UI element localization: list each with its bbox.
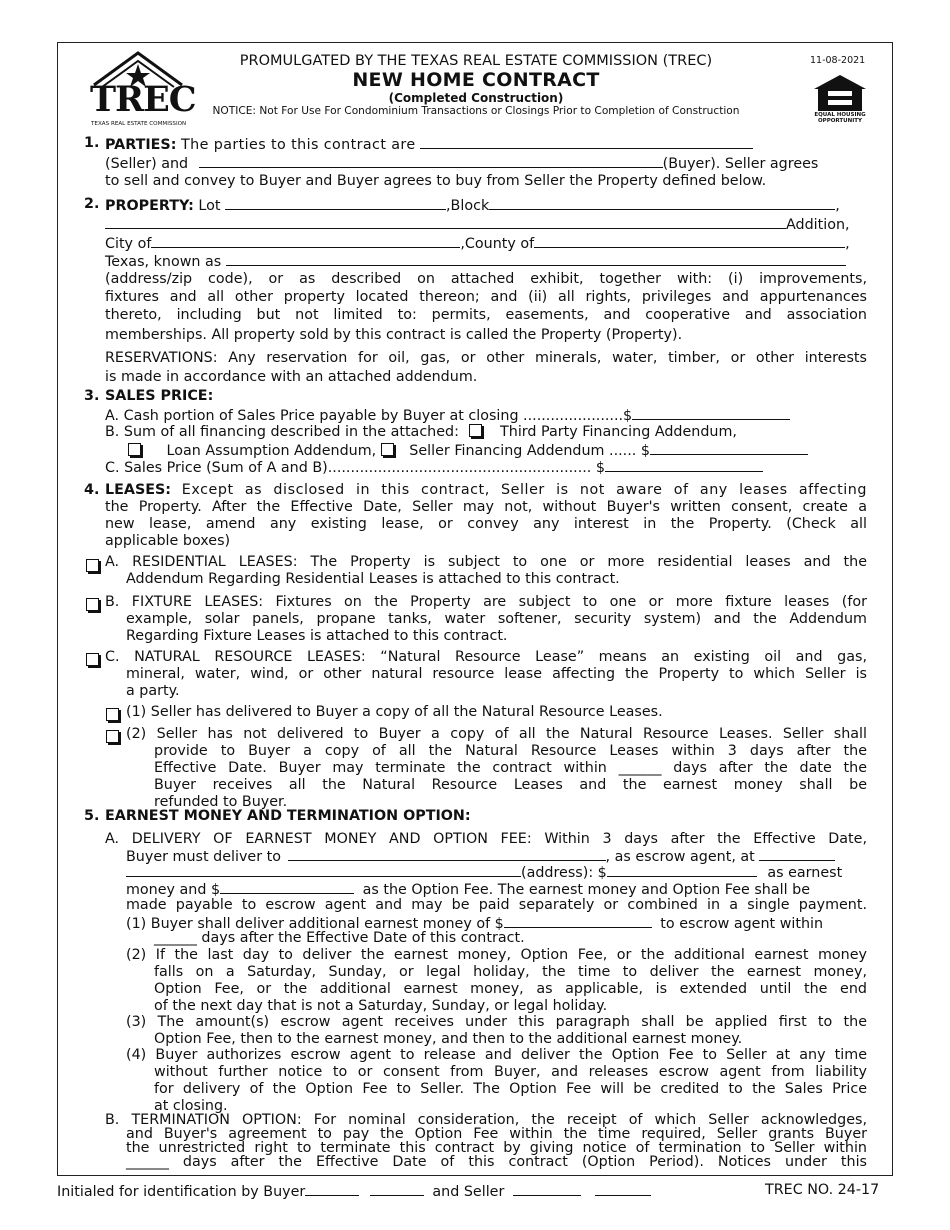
nr-delivered-checkbox[interactable] bbox=[106, 705, 122, 724]
seller-financing-label: Seller Financing Addendum ...... $ bbox=[409, 443, 650, 459]
buyer-initial-field-2[interactable] bbox=[370, 1182, 424, 1196]
nr-not-delivered-l1: (2) Seller has not delivered to Buyer a copy of all the Natural Resource Leases. Seller shall bbox=[126, 726, 867, 742]
s4-number: 4. bbox=[84, 482, 100, 498]
nr-not-delivered-l5: refunded to Buyer. bbox=[154, 794, 288, 810]
sales-price-total-field[interactable] bbox=[605, 458, 763, 472]
natural-resource-l2: mineral, water, wind, or other natural resource lease affecting the Property to which Seller is bbox=[126, 666, 867, 682]
lot-label: Lot bbox=[198, 198, 221, 214]
escrow-within-label: to escrow agent within bbox=[660, 916, 824, 932]
sales-c bbox=[105, 458, 763, 477]
third-party-financing-label: Third Party Financing Addendum, bbox=[500, 424, 737, 440]
eho-line2: OPPORTUNITY bbox=[817, 118, 862, 124]
residential-leases-l2: Addendum Regarding Residential Leases is attached to this contract. bbox=[126, 571, 620, 587]
authorize-l3: for delivery of the Option Fee to Seller. The Option Fee will be credited to the Sales Price bbox=[154, 1081, 867, 1097]
leases-heading: LEASES: bbox=[105, 482, 172, 498]
county-label: ,County of bbox=[460, 236, 535, 252]
nr-not-delivered-l3: Effective Date. Buyer may terminate the contract within ______ days after the date the bbox=[154, 760, 867, 776]
authorize-l4: at closing. bbox=[154, 1098, 228, 1114]
buyer-name-field[interactable] bbox=[199, 154, 663, 168]
termination-l4: ______ days after the Effective Date of this contract (Option Period). Notices under this bbox=[126, 1154, 867, 1170]
sales-price-heading: SALES PRICE: bbox=[105, 388, 214, 404]
trec-logo bbox=[88, 49, 196, 131]
leases-l4: applicable boxes) bbox=[105, 533, 231, 549]
residential-leases-l1: A. RESIDENTIAL LEASES: The Property is subject to one or more residential leases and the bbox=[105, 554, 867, 570]
authorize-l1: (4) Buyer authorizes escrow agent to release and deliver the Option Fee to Seller at any time bbox=[126, 1047, 867, 1063]
addition-field[interactable] bbox=[105, 215, 786, 229]
amounts-l2: Option Fee, then to the earnest money, and then to the additional earnest money. bbox=[154, 1031, 743, 1047]
additional-earnest-label: (1) Buyer shall deliver additional earnest money of $ bbox=[126, 916, 504, 932]
property-p4: memberships. All property sold by this contract is called the Property (Property). bbox=[105, 327, 683, 343]
equal-housing-icon bbox=[810, 73, 870, 113]
and-seller-label: and Seller bbox=[432, 1184, 505, 1200]
block-field[interactable] bbox=[489, 196, 835, 210]
third-party-financing-checkbox[interactable] bbox=[469, 424, 482, 437]
nr-not-delivered-checkbox[interactable] bbox=[106, 727, 122, 746]
seller-financing-checkbox[interactable] bbox=[381, 443, 394, 456]
city-label: City of bbox=[105, 236, 152, 252]
texas-known-label: Texas, known as bbox=[105, 254, 222, 270]
delivery-l5: made payable to escrow agent and may be paid separately or combined in a single payment. bbox=[126, 897, 867, 913]
fixture-leases-l3: Regarding Fixture Leases is attached to this contract. bbox=[126, 628, 508, 644]
buyer-deliver-label: Buyer must deliver to bbox=[126, 849, 281, 865]
sales-price-total-label: C. Sales Price (Sum of A and B).......................................................... $ bbox=[105, 460, 605, 476]
footer-initials bbox=[57, 1182, 651, 1200]
escrow-agent-field[interactable] bbox=[288, 847, 606, 861]
property-line1 bbox=[105, 196, 840, 215]
parties-line1 bbox=[105, 135, 753, 154]
city-field[interactable] bbox=[151, 234, 460, 248]
s1-number: 1. bbox=[84, 135, 100, 151]
earnest-label: as earnest bbox=[767, 865, 843, 881]
nr-not-delivered-l2: provide to Buyer a copy of all the Natural Resource Leases within 3 days after the bbox=[154, 743, 867, 759]
seller-label: (Seller) and bbox=[105, 156, 189, 172]
property-line3 bbox=[105, 234, 850, 253]
eho-line1: EQUAL HOUSING bbox=[814, 112, 866, 118]
equal-housing-logo bbox=[810, 73, 870, 129]
property-line4 bbox=[105, 252, 846, 271]
residential-leases-checkbox[interactable] bbox=[86, 556, 102, 575]
property-heading: PROPERTY: bbox=[105, 198, 194, 214]
parties-heading: PARTIES: bbox=[105, 137, 177, 153]
loan-assumption-label: Loan Assumption Addendum, bbox=[166, 443, 377, 459]
property-p2: fixtures and all other property located thereon; and (ii) all rights, privileges and appurtenances bbox=[105, 289, 867, 305]
holiday-l4: of the next day that is not a Saturday, Sunday, or legal holiday. bbox=[154, 998, 608, 1014]
sales-b1 bbox=[105, 424, 737, 441]
seller-initial-field-1[interactable] bbox=[513, 1182, 581, 1196]
logo-text: TREC bbox=[90, 79, 196, 120]
parties-line3: to sell and convey to Buyer and Buyer agrees to buy from Seller the Property defined below. bbox=[105, 173, 767, 189]
initialed-by-buyer-label: Initialed for identification by Buyer bbox=[57, 1184, 306, 1200]
option-fee-field[interactable] bbox=[220, 880, 354, 894]
additional-earnest-l2: ______ days after the Effective Date of this contract. bbox=[154, 930, 525, 946]
money-and-label: money and $ bbox=[126, 882, 221, 898]
parties-text: The parties to this contract are bbox=[181, 137, 416, 153]
trec-form-number: TREC NO. 24-17 bbox=[765, 1182, 880, 1198]
comma: , bbox=[845, 236, 850, 252]
financing-amount-field[interactable] bbox=[650, 441, 808, 455]
fixture-leases-checkbox[interactable] bbox=[86, 595, 102, 614]
holiday-l3: Option Fee, or the additional earnest money, as applicable, is extended until the end bbox=[154, 981, 867, 997]
sales-a bbox=[105, 406, 790, 425]
seller-initial-field-2[interactable] bbox=[595, 1182, 651, 1196]
loan-assumption-checkbox[interactable] bbox=[128, 443, 141, 456]
cash-portion-label: A. Cash portion of Sales Price payable by Buyer at closing ......................$ bbox=[105, 408, 633, 424]
addition-label: Addition, bbox=[786, 217, 850, 233]
natural-resource-l3: a party. bbox=[126, 683, 180, 699]
county-field[interactable] bbox=[534, 234, 845, 248]
form-date: 11-08-2021 bbox=[810, 55, 866, 66]
parties-line2 bbox=[105, 154, 867, 173]
leases-l2: the Property. After the Effective Date, Seller may not, without Buyer's written consent, create a bbox=[105, 499, 867, 515]
s3-number: 3. bbox=[84, 388, 100, 404]
buyer-label: (Buyer). Seller agrees bbox=[662, 156, 819, 172]
property-p1: (address/zip code), or as described on attached exhibit, together with: (i) improvements, bbox=[105, 271, 867, 287]
financing-label: B. Sum of all financing described in the attached: bbox=[105, 424, 459, 440]
lot-field[interactable] bbox=[225, 196, 446, 210]
earnest-money-heading: EARNEST MONEY AND TERMINATION OPTION: bbox=[105, 808, 471, 824]
fixture-leases-l2: example, solar panels, propane tanks, water softener, security system) and the Addendum bbox=[126, 611, 867, 627]
nr-not-delivered-l4: Buyer receives all the Natural Resource Leases and the earnest money shall be bbox=[154, 777, 867, 793]
leases-l1 bbox=[105, 482, 867, 499]
property-p3: thereto, including but not limited to: permits, easements, and cooperative and association bbox=[105, 307, 867, 323]
cash-portion-field[interactable] bbox=[632, 406, 790, 420]
comma: , bbox=[835, 198, 840, 214]
holiday-l2: falls on a Saturday, Sunday, or legal holiday, the time to deliver the earnest money, bbox=[154, 964, 867, 980]
escrow-agent-label: , as escrow agent, at bbox=[605, 849, 755, 865]
reservations-l2: is made in accordance with an attached addendum. bbox=[105, 369, 478, 385]
escrow-address-field-2[interactable] bbox=[126, 863, 521, 877]
authorize-l2: without further notice to or consent from Buyer, and releases escrow agent from liability bbox=[154, 1064, 867, 1080]
address-amount-label: (address): $ bbox=[521, 865, 607, 881]
reservations-l1: RESERVATIONS: Any reservation for oil, gas, or other minerals, water, timber, or other interests bbox=[105, 350, 867, 366]
fixture-leases-l1: B. FIXTURE LEASES: Fixtures on the Property are subject to one or more fixture leases (for bbox=[105, 594, 867, 610]
delivery-l1: A. DELIVERY OF EARNEST MONEY AND OPTION FEE: Within 3 days after the Effective Date, bbox=[105, 831, 867, 847]
notice-line: NOTICE: Not For Use For Condominium Transactions or Closings Prior to Completion of Construction bbox=[212, 105, 740, 117]
document-title: NEW HOME CONTRACT bbox=[352, 69, 600, 91]
leases-l3: new lease, amend any existing lease, or convey any interest in the Property. (Check all bbox=[105, 516, 867, 532]
additional-earnest-field[interactable] bbox=[504, 914, 652, 928]
escrow-address-field-1[interactable] bbox=[759, 847, 835, 861]
logo-subtext: TEXAS REAL ESTATE COMMISSION bbox=[91, 121, 187, 127]
buyer-initial-field-1[interactable] bbox=[305, 1182, 359, 1196]
promulgated-line: PROMULGATED BY THE TEXAS REAL ESTATE COMMISSION (TREC) bbox=[239, 53, 713, 69]
amounts-l1: (3) The amount(s) escrow agent receives under this paragraph shall be applied first to the bbox=[126, 1014, 867, 1030]
nr-delivered-text: (1) Seller has delivered to Buyer a copy of all the Natural Resource Leases. bbox=[126, 704, 663, 720]
natural-resource-l1: C. NATURAL RESOURCE LEASES: “Natural Resource Lease” means an existing oil and gas, bbox=[105, 649, 867, 665]
earnest-money-field[interactable] bbox=[607, 863, 757, 877]
document-subtitle: (Completed Construction) bbox=[388, 91, 564, 105]
termination-l1: B. TERMINATION OPTION: For nominal consideration, the receipt of which Seller acknowledges, bbox=[105, 1112, 867, 1128]
contract-page bbox=[57, 42, 893, 1176]
block-label: ,Block bbox=[446, 198, 490, 214]
s2-number: 2. bbox=[84, 196, 100, 212]
holiday-l1: (2) If the last day to deliver the earnest money, Option Fee, or the additional earnest money bbox=[126, 947, 867, 963]
address-field[interactable] bbox=[226, 252, 846, 266]
option-fee-label: as the Option Fee. The earnest money and Option Fee shall be bbox=[362, 882, 810, 898]
termination-l3: the unrestricted right to terminate this contract by giving notice of termination to Seller within bbox=[126, 1140, 867, 1156]
property-line2 bbox=[105, 215, 850, 234]
seller-name-field[interactable] bbox=[420, 135, 753, 149]
s5-number: 5. bbox=[84, 808, 100, 824]
natural-resource-leases-checkbox[interactable] bbox=[86, 650, 102, 669]
termination-l2: and Buyer's agreement to pay the Option Fee within the time required, Seller grants Buyer bbox=[126, 1126, 867, 1142]
leases-text: Except as disclosed in this contract, Seller is not aware of any leases affecting bbox=[181, 482, 867, 498]
